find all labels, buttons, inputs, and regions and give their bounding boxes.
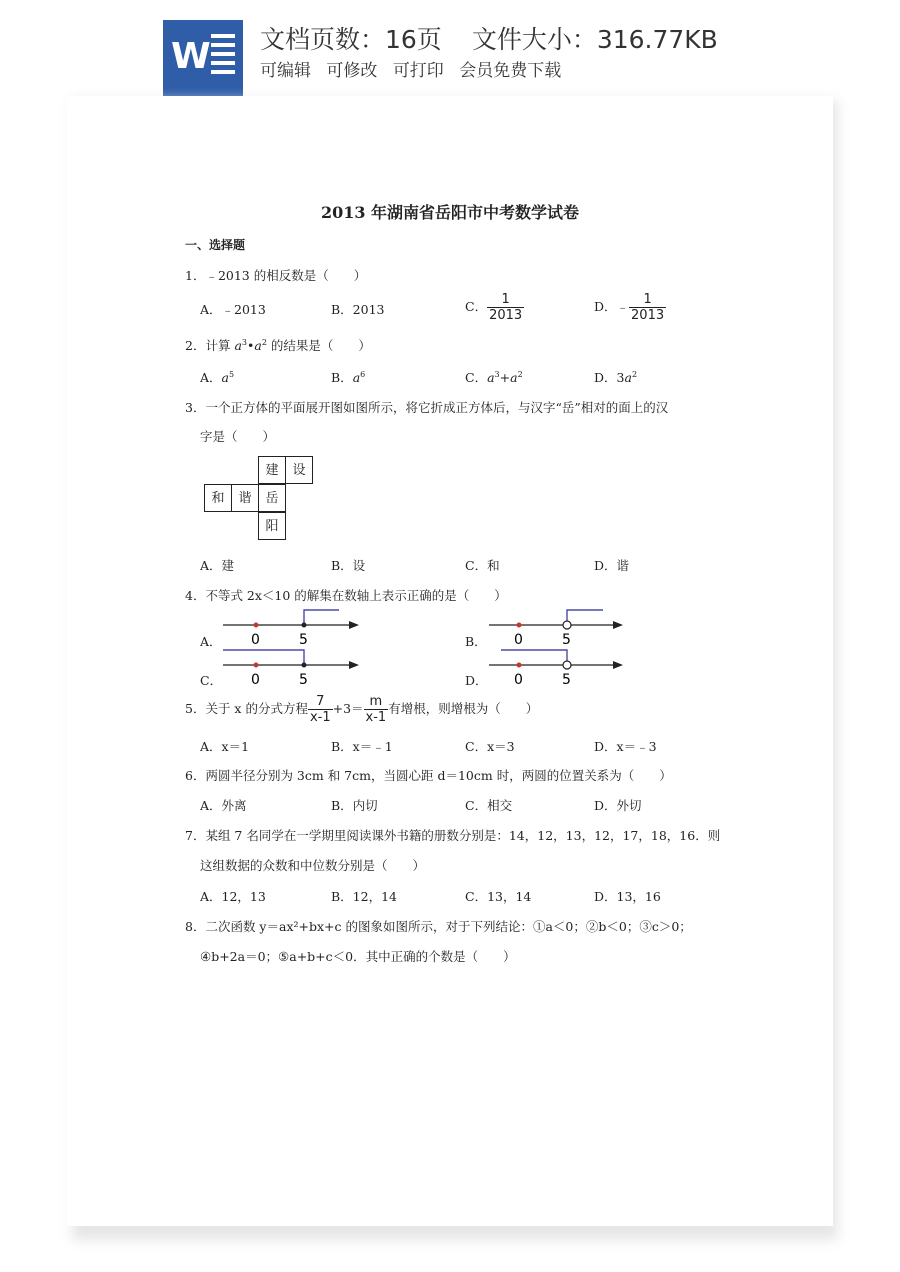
feature-printable: 可打印 xyxy=(392,61,444,81)
file-size: 文件大小：316.77KB xyxy=(471,25,718,54)
q7-option-b: B．12，14 xyxy=(331,889,397,904)
net-cell-yang: 阳 xyxy=(258,512,286,540)
question-8-line-2: ④b+2a＝0；⑤a+b+c＜0．其中正确的个数是（ ） xyxy=(200,949,516,964)
question-2: 2．计算 $a^3•a^2$ 的结果是（ ） xyxy=(185,337,371,353)
q1-option-d: D．﹣ $\frac{1}{2013}$ xyxy=(594,292,665,323)
q5-option-a: A．x＝1 xyxy=(200,739,250,754)
svg-text:0: 0 xyxy=(251,632,260,648)
q2-option-d: D．$3a^2$ xyxy=(594,369,638,385)
q4-option-a: A． xyxy=(200,634,222,649)
page-count: 文档页数：16页 xyxy=(260,25,442,54)
q7-option-d: D．13，16 xyxy=(594,889,661,904)
q1-option-c: C． $\frac{1}{2013}$ xyxy=(465,292,523,323)
q3-option-a: A．建 xyxy=(200,558,235,573)
q3-option-d: D．谐 xyxy=(594,558,630,573)
q3-option-b: B．设 xyxy=(331,558,366,573)
q5-option-c: C．x＝3 xyxy=(465,739,515,754)
file-info xyxy=(260,20,718,56)
question-3-line-1: 3．一个正方体的平面展开图如图所示，将它折成正方体后，与汉字“岳”相对的面上的汉 xyxy=(185,400,669,415)
net-cell-jian: 建 xyxy=(258,456,286,484)
svg-text:5: 5 xyxy=(562,672,571,688)
question-6: 6．两圆半径分别为 3cm 和 7cm，当圆心距 d＝10cm 时，两圆的位置关系为（ ） xyxy=(185,768,672,783)
net-cell-he: 和 xyxy=(204,484,232,512)
svg-text:5: 5 xyxy=(299,632,308,648)
q5-option-d: D．x＝﹣3 xyxy=(594,739,657,754)
svg-text:5: 5 xyxy=(562,632,571,648)
feature-list xyxy=(260,56,571,81)
svg-text:0: 0 xyxy=(514,672,523,688)
q6-option-b: B．内切 xyxy=(331,798,378,813)
svg-text:5: 5 xyxy=(299,672,308,688)
q1-option-b: B．2013 xyxy=(331,302,385,317)
net-cell-yue: 岳 xyxy=(258,484,286,512)
question-8-line-1: 8．二次函数 y＝ax²+bx+c 的图象如图所示，对于下列结论：①a＜0；②b＜0；③c＞0； xyxy=(185,919,692,934)
q7-option-a: A．12，13 xyxy=(200,889,266,904)
q5-option-b: B．x＝﹣1 xyxy=(331,739,393,754)
word-document-icon: W xyxy=(163,20,243,96)
net-cell-xie: 谐 xyxy=(231,484,259,512)
q4-option-b: B． xyxy=(465,634,487,649)
svg-text:0: 0 xyxy=(251,672,260,688)
q2-option-b: B．$a^6$ xyxy=(331,369,366,385)
q4-number-line-d xyxy=(485,644,630,690)
question-3-line-2: 字是（ ） xyxy=(200,429,276,444)
question-7-line-1: 7．某组 7 名同学在一学期里阅读课外书籍的册数分别是：14，12，13，12，17，18，16．则 xyxy=(185,828,721,843)
q4-option-d: D． xyxy=(465,673,488,688)
feature-modifiable: 可修改 xyxy=(326,61,378,81)
exam-title: 2013 年湖南省岳阳市中考数学试卷 xyxy=(320,203,580,222)
feature-editable: 可编辑 xyxy=(260,61,311,81)
net-cell-she: 设 xyxy=(285,456,313,484)
q4-number-line-c xyxy=(219,644,364,690)
question-7-line-2: 这组数据的众数和中位数分别是（ ） xyxy=(200,858,426,873)
q2-option-c: C．$a^3+a^2$ xyxy=(465,369,523,385)
cube-net-figure xyxy=(200,456,320,544)
svg-text:0: 0 xyxy=(514,632,523,648)
question-4: 4．不等式 2x＜10 的解集在数轴上表示正确的是（ ） xyxy=(185,588,507,603)
question-1: 1．﹣2013 的相反数是（ ） xyxy=(185,268,367,283)
question-5: 5．关于 x 的分式方程 $\frac{7}{x-1}$ +3＝ $\frac{m}{x-1}$ 有增根，则增根为（ ） xyxy=(185,694,539,725)
q3-option-c: C．和 xyxy=(465,558,500,573)
header-banner xyxy=(0,0,900,100)
q1-option-a: A．﹣2013 xyxy=(200,302,266,317)
q6-option-a: A．外离 xyxy=(200,798,247,813)
q7-option-c: C．13，14 xyxy=(465,889,532,904)
feature-member-download: 会员免费下载 xyxy=(459,61,562,81)
document-page xyxy=(67,96,833,1226)
q6-option-c: C．相交 xyxy=(465,798,513,813)
q4-option-c: C． xyxy=(200,673,223,688)
section-heading: 一、选择题 xyxy=(185,238,246,252)
q6-option-d: D．外切 xyxy=(594,798,642,813)
q2-option-a: A．$a^5$ xyxy=(200,369,235,385)
